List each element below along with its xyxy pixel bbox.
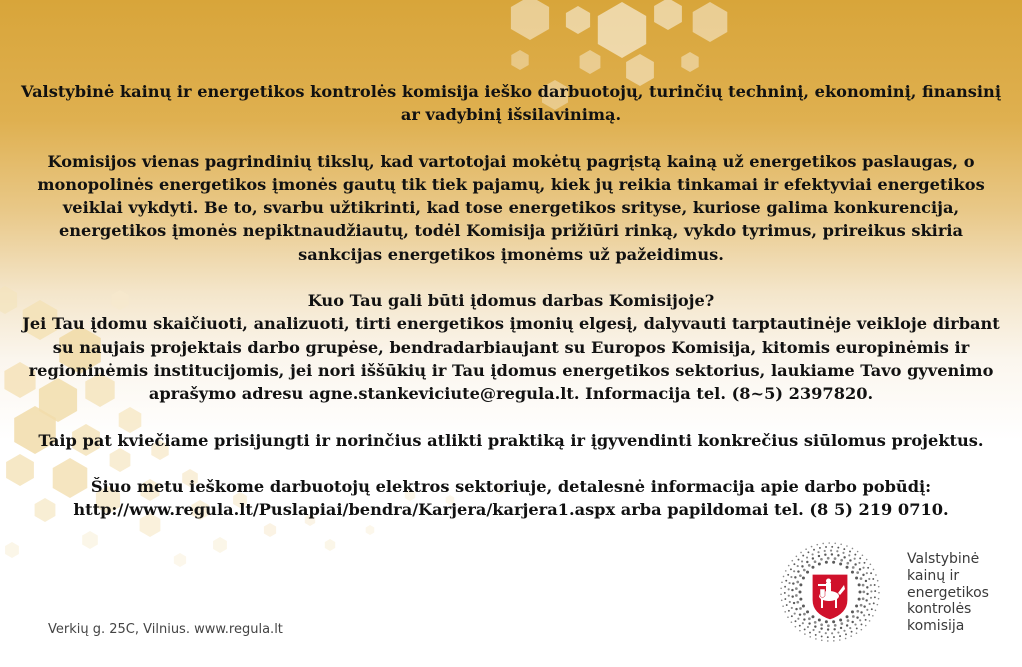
logo-dot [865,619,867,621]
logo-dot [833,640,835,642]
decor-hexagon [174,553,186,567]
logo-dot [847,619,850,622]
logo-dot [870,584,872,586]
logo-dot [799,613,801,615]
logo-dot [868,614,870,616]
logo-dot [843,556,845,558]
logo-dot [866,609,868,611]
logo-dot [861,629,863,631]
decor-hexagon [5,542,19,558]
decor-hexagon [598,2,646,58]
logo-dot [799,598,802,601]
logo-dot [851,610,854,613]
logo-dot [866,593,868,595]
logo-dot [848,554,850,556]
logo-dot [793,570,795,572]
logo-dot [837,631,839,633]
logo-dot [804,633,806,635]
logo-dot [840,559,843,562]
logo-line: Valstybinė [907,551,980,567]
logo-dot [875,610,877,612]
logo-dot [784,598,786,600]
logo-dot [799,630,801,632]
logo-dot [791,621,793,623]
logo-dot [811,546,813,548]
logo-dot [862,554,864,556]
search-paragraph: Šiuo metu ieškome darbuotojų elektros sektoriuje, detalesnė informacija apie darbo pobūdį: http://www.regula.lt/Puslapiai/bendra/Karjera/karjera1.aspx arba papildomai tel. (8 5) 219 0710. [73,476,949,520]
logo-dot [799,574,802,577]
logo-dot [788,565,790,567]
logo-dot [878,598,880,600]
logo-dot [796,556,798,558]
logo-dot [800,552,802,554]
logo-dot [862,597,865,600]
commission-logo [776,538,884,646]
logo-dot [852,615,855,618]
decor-hexagon [325,539,335,551]
logo-dot [839,562,842,565]
logo-dot [856,616,858,618]
logo-dot [858,598,861,601]
logo-line: kontrolės [907,601,972,618]
logo-dot [863,614,865,616]
logo-dot [842,552,844,554]
logo-dot [795,594,798,597]
logo-dot [850,635,852,637]
logo-dot [855,604,858,607]
logo-dot [806,571,809,574]
logo-dot [798,559,800,561]
logo-dot [831,546,833,548]
logo-dot [846,562,849,565]
logo-dot [862,591,865,594]
logo-dot [782,605,784,607]
logo-dot [827,628,829,630]
logo-dot [793,602,795,604]
logo-dot [789,601,791,603]
logo-dot [846,545,848,547]
logo-dot [856,632,858,634]
logo-dot [825,561,828,564]
logo-dot [827,636,829,638]
logo-dot [864,562,866,564]
logo-dot [797,565,799,567]
logo-dot [808,617,811,620]
logo-dot [871,608,873,610]
logo-dot [817,551,819,553]
logo-dot [839,635,841,637]
logo-dot [834,557,837,560]
logo-dot [832,620,835,623]
logo-dot [854,563,856,565]
logo-dot [812,557,814,559]
logo-line: energetikos [907,584,989,601]
logo-dot [805,548,807,550]
logo-dot [856,627,858,629]
logo-dot [837,547,839,549]
logo-dot [790,568,792,570]
logo-dot [797,570,799,572]
logo-dot [785,580,787,582]
logo-dot [831,632,833,634]
logo-dot [859,557,861,559]
logo-dot [865,580,867,582]
logo-dot [806,556,808,558]
logo-dot [877,604,879,606]
logo-dot [796,581,799,584]
logo-dot [815,634,817,636]
logo-dot [846,624,848,626]
logo-dot [860,604,863,607]
logo-dot [791,607,793,609]
logo-dot [868,578,870,580]
decor-hexagon [366,525,375,535]
logo-dot [866,572,868,574]
logo-dot [802,555,804,557]
logo-dot [816,544,818,546]
internship-paragraph: Taip pat kviečiame prisijungti ir norinčius atlikti praktiką ir įgyvendinti konkrečius siūlomus projektus. [38,430,984,450]
goals-paragraph: Komisijos vienas pagrindinių tikslų, kad vartotojai mokėtų pagrįstą kainą už energetikos paslaugas, o monopolinės energetikos įmonės gautų tik tiek pajamų, kiek jų reikia tinkamai ir efektyviai energetikos veiklai vykdyti. Be to, svarbu užtikrinti, kad tose energetikos srityse, kuriose galima konkurencija, energetikos įmonės nepiktnaudžiautų, todėl Komisija prižiūri rinką, vykdo tyrimus, prireikus skiria sankcijas energetikos įmonėms už pažeidimus. [37,151,985,264]
logo-dot [869,620,871,622]
logo-dot [861,623,863,625]
logo-dot [852,548,854,550]
logo-dot [870,563,872,565]
logo-dot [825,546,827,548]
logo-dot [799,607,802,610]
logo-dot [799,583,802,586]
logo-dot [813,549,815,551]
logo-dot [846,566,849,569]
decor-hexagon [654,0,682,30]
logo-dot [796,601,799,604]
logo-dot [870,590,872,592]
logo-dot [834,542,836,544]
logo-dot [856,571,859,574]
logo-dot [843,630,845,632]
logo-dot [863,605,865,607]
logo-dot [808,564,811,567]
logo-dot [792,582,794,584]
logo-dot [801,565,803,567]
logo-dot [873,602,875,604]
logo-line: kainų ir [907,567,960,584]
logo-dot [825,620,828,623]
logo-dot [840,627,842,629]
decor-hexagon [511,0,549,40]
logo-dot [784,611,786,613]
logo-dot [849,551,851,553]
logo-dot [791,595,793,597]
logo-dot [824,550,826,552]
logo-dot [874,584,876,586]
logo-dot [858,562,860,564]
decor-hexagon [82,531,98,549]
logo-dot [874,596,876,598]
logo-dot [870,572,872,574]
logo-dot [791,589,793,591]
logo-dot [859,568,861,570]
logo-dot [851,571,854,574]
logo-dot [824,553,826,555]
logo-dot [788,610,790,612]
logo-dot [862,584,865,587]
logo-dot [809,632,811,634]
logo-dot [794,613,796,615]
logo-dot [849,559,851,561]
logo-dot [840,543,842,545]
logo-dot [820,623,823,626]
decor-hexagon [264,523,276,537]
logo-dot [857,551,859,553]
logo-dot [875,574,877,576]
logo-dot [836,550,838,552]
logo-dot [791,615,793,617]
logo-dot [851,621,853,623]
logo-dot [840,622,843,625]
logo-dot [818,619,821,622]
decor-hexagon [693,2,728,42]
logo-dot [839,619,842,622]
logo-dot [788,582,790,584]
invite-paragraph: Jei Tau įdomu skaičiuoti, analizuoti, tirti energetikos įmonių elgesį, dalyvauti tarptautinėje veikloje dirbant su naujais projektais darbo grupėse, bendradarbiaujant su Europos Komisija, kitomis europinėmis ir regioninėmis institucijomis, jei nori iššūkių ir Tau įdomus energetikos sektorius, laukiame Tavo gyvenimo aprašymo adresu agne.stankeviciute@regula.lt. Informacija tel. (8~5) 2397820. [22,314,1000,404]
logo-dot [814,560,817,563]
logo-dot [808,622,810,624]
logo-dot [795,608,797,610]
logo-dot [821,635,823,637]
logo-dot [873,569,875,571]
logo-dot [811,566,814,569]
logo-dot [802,622,804,624]
logo-dot [854,558,856,560]
logo-dot [787,574,789,576]
logo-dot [786,604,788,606]
logo-dot [815,638,817,640]
logo-dot [822,543,824,545]
logo-dot [801,560,803,562]
logo-dot [819,547,821,549]
logo-dot [799,591,802,594]
logo-dot [788,595,790,597]
logo-dot [855,577,858,580]
logo-dot [803,569,806,572]
logo-dot [795,587,798,590]
logo-dot [834,624,837,627]
logo-dot [845,633,847,635]
logo-dot [874,590,876,592]
announcement-body [18,80,1004,521]
logo-dot [781,582,783,584]
logo-dot [811,615,814,618]
decor-hexagon [566,6,590,34]
logo-dot [780,587,782,589]
logo-dot [878,586,880,588]
logo-dot [849,627,851,629]
decor-hexagon [511,50,528,70]
logo-dot [802,604,805,607]
logo-dot [839,639,841,641]
logo-dot [852,566,855,569]
logo-dot [843,548,845,550]
logo-dot [820,627,822,629]
logo-dot [846,615,849,618]
logo-dot [828,542,830,544]
logo-dot [788,588,790,590]
logo-wordmark [907,551,989,635]
logo-dot [854,624,856,626]
logo-dot [795,626,797,628]
logo-dot [878,592,880,594]
logo-dot [804,628,806,630]
logo-dot [806,610,809,613]
logo-dot [859,619,861,621]
logo-dot [865,625,867,627]
logo-dot [870,597,872,599]
logo-dot [821,640,823,642]
logo-dot [833,636,835,638]
logo-dot [783,576,785,578]
logo-dot [827,640,829,642]
decor-hexagon [0,286,17,314]
logo-dot [859,591,862,594]
logo-dot [780,594,782,596]
decor-hexagon [580,50,601,74]
logo-dot [818,631,820,633]
logo-dot [790,576,792,578]
logo-dot [818,562,821,565]
intro-paragraph: Valstybinė kainų ir energetikos kontrolės komisija ieško darbuotojų, turinčių techninį, ekonominį, finansinį ar vadybinį išsilavinimą. [21,82,1001,125]
logo-dot [793,563,795,565]
logo-dot [802,577,805,580]
logo-dot [860,611,862,613]
question-heading: Kuo Tau gali būti įdomus darbas Komisijoje? [307,291,715,311]
logo-dot [807,626,809,628]
logo-dot [812,629,814,631]
logo-dot [812,553,814,555]
logo-dot [781,600,783,602]
logo-dot [827,624,830,627]
logo-dot [866,559,868,561]
logo-dot [832,561,835,564]
logo-dot [803,613,806,616]
logo-dot [784,592,786,594]
logo-dot [784,586,786,588]
footer-address: Verkių g. 25C, Vilnius. www.regula.lt [48,622,283,637]
logo-dot [866,586,868,588]
logo-dot [862,574,864,576]
logo-dot [869,603,871,605]
logo-dot [818,555,820,557]
logo-dot [785,570,787,572]
logo-dot [862,567,864,569]
logo-dot [814,621,817,624]
logo-dot [854,554,856,556]
logo-dot [814,625,816,627]
logo-dot [825,632,827,634]
logo-dot [865,599,867,601]
logo-dot [830,550,832,552]
logo-dot [799,625,801,627]
logo-dot [860,577,863,580]
logo-dot [809,636,811,638]
decor-hexagon [681,52,698,72]
logo-dot [827,557,830,560]
logo-dot [820,558,823,561]
logo-dot [807,551,809,553]
logo-dot [837,554,839,556]
logo-dot [858,583,861,586]
logo-dot [872,578,874,580]
logo-dot [795,620,797,622]
logo-dot [787,616,789,618]
logo-dot [851,631,853,633]
logo-dot [877,580,879,582]
logo-dot [806,561,808,563]
logo-dot [794,576,796,578]
logo-dot [831,553,833,555]
logo-dot [803,618,805,620]
logo-line: komisija [907,618,965,635]
logo-dot [856,610,859,613]
logo-dot [791,560,793,562]
logo-dot [797,618,799,620]
decor-hexagon [213,537,227,553]
logo-dot [867,567,869,569]
logo-dot [845,638,847,640]
logo-dot [872,615,874,617]
logo-dot [833,628,835,630]
